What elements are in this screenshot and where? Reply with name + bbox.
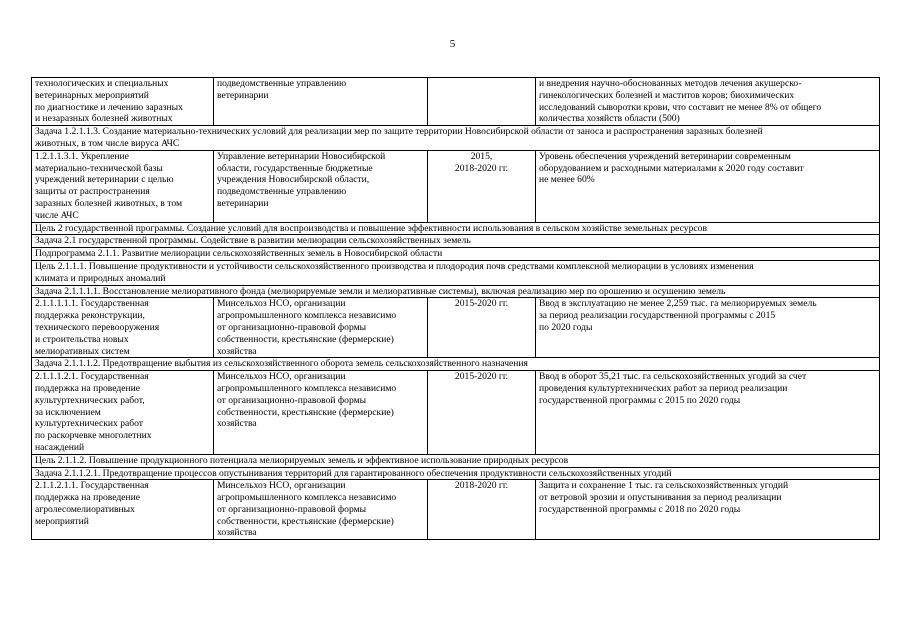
task-row: [32, 358, 880, 371]
task-row: [32, 235, 880, 248]
task-heading: Задача 2.1.1.1.2. Предотвращение выбытия из сельскохозяйственного оборота земель сельскохозяйственного назначения: [32, 358, 880, 371]
task-heading: Задача 2.1.1.2.1. Предотвращение процессов опустынивания территорий для гарантированного обеспечения продуктивности сельскохозяйственных угодий: [32, 467, 880, 480]
measure-cell: 2.1.1.1.1.1. Государственная поддержка реконструкции, технического перевооружения и строительства новых мелиоративных систем: [32, 298, 214, 358]
executor-cell: Управление ветеринарии Новосибирской области, государственные бюджетные учреждения Новосибирской области, подведомственные управлению ветеринарии: [214, 150, 428, 222]
period-cell: 2015-2020 гг.: [428, 371, 536, 455]
result-cell: Ввод в эксплуатацию не менее 2,259 тыс. га мелиорируемых земель за период реализации государственной программы с 2015 по 2020 годы: [536, 298, 880, 358]
task-heading: Задача 2.1.1.1.1. Восстановление мелиоративного фонда (мелиорируемые земли и мелиоративные системы), включая реализацию мер по орошению и осушению земель: [32, 285, 880, 298]
table-row: [32, 371, 880, 455]
executor-cell: Минсельхоз НСО, организации агропромышленного комплекса независимо от организационно-правовой формы собственности, крестьянские (фермерские) хозяйства: [214, 371, 428, 455]
task-row: [32, 126, 880, 151]
program-table: [31, 77, 880, 540]
result-cell: Уровень обеспечения учреждений ветеринарии современным оборудованием и расходными материалами к 2020 году составит не менее 60%: [536, 150, 880, 222]
goal-heading: Цель 2 государственной программы. Создание условий для воспроизводства и повышение эффективности использования в сельском хозяйстве земельных ресурсов: [32, 222, 880, 235]
period-cell: 2018-2020 гг.: [428, 480, 536, 540]
table-row: [32, 298, 880, 358]
measure-cell: 2.1.1.2.1.1. Государственная поддержка на проведение агролесомелиоративных мероприятий: [32, 480, 214, 540]
period-cell: [428, 78, 536, 126]
task-row: [32, 285, 880, 298]
executor-cell: Минсельхоз НСО, организации агропромышленного комплекса независимо от организационно-правовой формы собственности, крестьянские (фермерские) хозяйства: [214, 480, 428, 540]
task-row: [32, 467, 880, 480]
table-row: [32, 480, 880, 540]
result-cell: Ввод в оборот 35,21 тыс. га сельскохозяйственных угодий за счет проведения культуртехнических работ за период реализации государственной программы с 2015 по 2020 годы: [536, 371, 880, 455]
goal-row: [32, 260, 880, 285]
subprogram-row: [32, 248, 880, 261]
period-cell: 2015-2020 гг.: [428, 298, 536, 358]
task-heading: Задача 1.2.1.1.3. Создание материально-технических условий для реализации мер по защите территории Новосибирской области от заноса и распространения заразных болезней животных, в том числе вируса АЧС: [32, 126, 880, 151]
result-cell: Защита и сохранение 1 тыс. га сельскохозяйственных угодий от ветровой эрозии и опустынивания за период реализации государственной программы с 2018 по 2020 годы: [536, 480, 880, 540]
table-row: [32, 150, 880, 222]
executor-cell: Минсельхоз НСО, организации агропромышленного комплекса независимо от организационно-правовой формы собственности, крестьянские (фермерские) хозяйства: [214, 298, 428, 358]
goal-row: [32, 454, 880, 467]
goal-heading: Цель 2.1.1.2. Повышение продукционного потенциала мелиорируемых земель и эффективное использование природных ресурсов: [32, 454, 880, 467]
measure-cell: 1.2.1.1.3.1. Укрепление материально-технической базы учреждений ветеринарии с целью защиты от распространения заразных болезней животных, в том числе АЧС: [32, 150, 214, 222]
goal-row: [32, 222, 880, 235]
measure-cell: 2.1.1.1.2.1. Государственная поддержка на проведение культуртехнических работ, за исключением культуртехнических работ по раскорчевке многолетних насаждений: [32, 371, 214, 455]
subprogram-heading: Подпрограмма 2.1.1. Развитие мелиорации сельскохозяйственных земель в Новосибирской области: [32, 248, 880, 261]
period-cell: 2015, 2018-2020 гг.: [428, 150, 536, 222]
measure-cell: технологических и специальных ветеринарных мероприятий по диагностике и лечению заразных и незаразных болезней животных: [32, 78, 214, 126]
page-number: 5: [449, 38, 456, 50]
task-heading: Задача 2.1 государственной программы. Содействие в развитии мелиорации сельскохозяйственных земель: [32, 235, 880, 248]
executor-cell: подведомственные управлению ветеринарии: [214, 78, 428, 126]
goal-heading: Цель 2.1.1.1. Повышение продуктивности и устойчивости сельскохозяйственного производства и плодородия почв средствами комплексной мелиорации в условиях изменения климата и природных аномалий: [32, 260, 880, 285]
table-row: [32, 78, 880, 126]
result-cell: и внедрения научно-обоснованных методов лечения акушерско- гинекологических болезней и маститов коров; биохимических исследований сыворотки крови, что составит не менее 8% от общего количества хозяйств области (500): [536, 78, 880, 126]
